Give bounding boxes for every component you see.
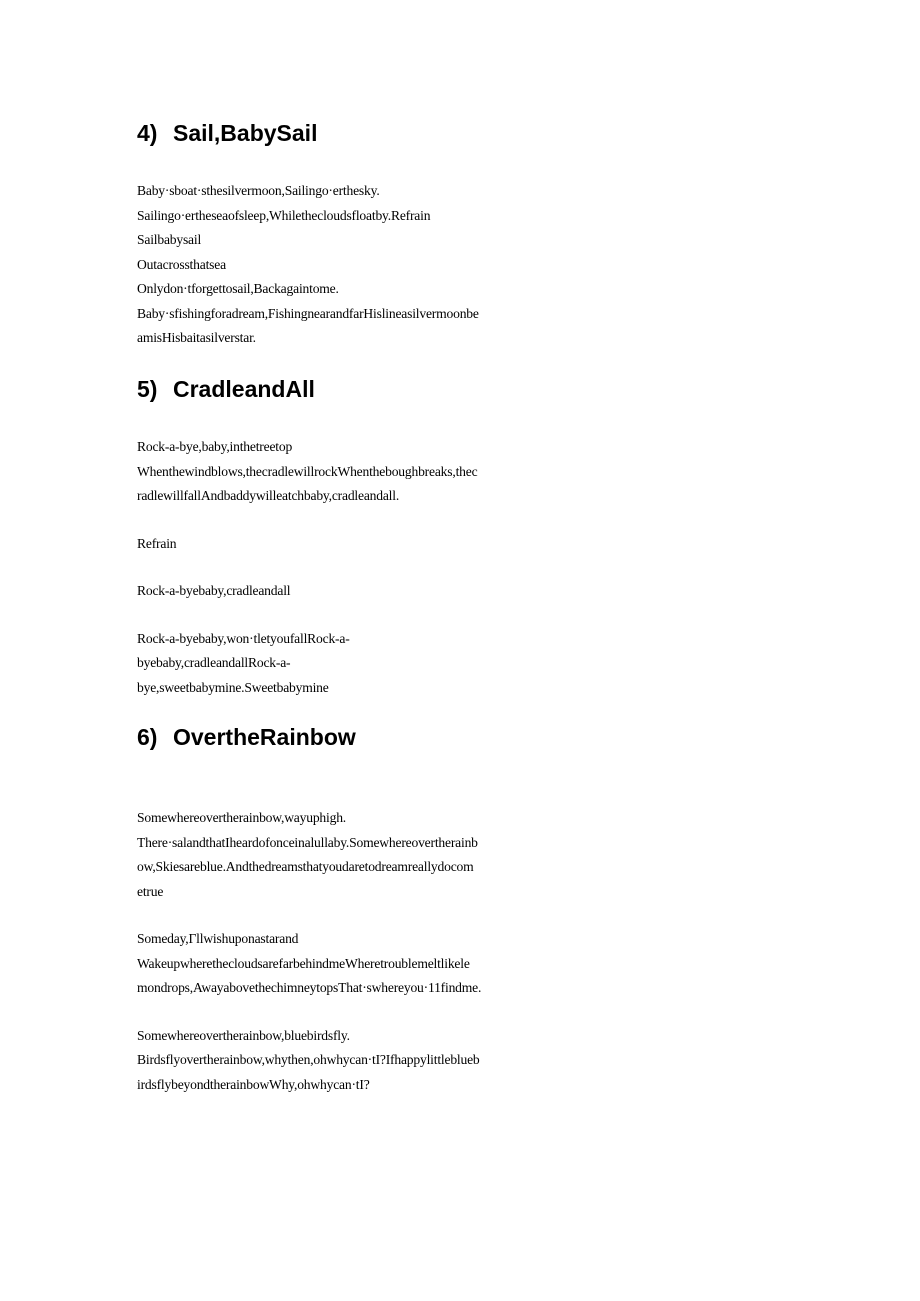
lyric-line: etrue — [137, 883, 164, 899]
lyric-line: amisHisbaitasilverstar. — [137, 330, 256, 345]
lyric-line: ow,Skiesareblue.Andthedreamsthatyoudaretodreamreallydocom — [137, 859, 474, 874]
section-title: OvertheRainbow — [173, 724, 356, 750]
blank-line — [137, 904, 557, 927]
section-title: Sail,BabySail — [173, 120, 318, 146]
lyric-line: Someday,Γllwishuponastarand — [137, 931, 299, 946]
lyric-line: bye,sweetbabymine.Sweetbabymine — [137, 679, 329, 695]
lyric-line: Somewhereovertherainbow,bluebirdsfly. — [137, 1027, 350, 1043]
lyric-line: Rock-a-byebaby,cradleandall — [137, 583, 291, 598]
section-heading — [137, 723, 557, 751]
section-number: 6) — [137, 724, 158, 750]
lyric-line: byebaby,cradleandallRock-a- — [137, 655, 291, 670]
lyric-line: Outacrossthatsea — [137, 256, 226, 272]
lyric-line: Rock-a-byebaby,won·tletyoufallRock-a- — [137, 630, 350, 646]
lyric-line: radlewillfallAndbaddywilleatchbaby,cradleandall. — [137, 488, 400, 503]
lyric-line: Birdsflyovertherainbow,whythen,ohwhycan·tI?Ifhappylittleblueb — [137, 1052, 480, 1067]
lyric-line: mondrops,AwayabovethechimneytopsThat·swhereyou·11findme. — [137, 980, 482, 995]
lyric-line: There·salandthatIheardofonceinalullaby.Somewhereovertherainb — [137, 834, 478, 850]
blank-line — [137, 509, 557, 532]
section-number: 5) — [137, 376, 158, 402]
lyric-line: Somewhereovertherainbow,wayuphigh. — [137, 810, 347, 825]
lyric-line: Baby·sboat·sthesilvermoon,Sailingo·erthesky. — [137, 183, 380, 198]
lyric-line: WakeupwherethecloudsarefarbehindmeWheretroublemeltlikele — [137, 955, 470, 971]
blank-line — [137, 604, 557, 627]
blank-line — [137, 556, 557, 579]
lyric-line: Whenthewindblows,thecradlewillrockWhentheboughbreaks,thec — [137, 463, 478, 479]
lyric-line: Baby·sfishingforadream,FishingnearandfarHislineasilvermoonbe — [137, 305, 479, 321]
section-title: CradleandAll — [173, 376, 315, 402]
blank-line — [137, 1001, 557, 1024]
lyric-line: Sailbabysail — [137, 232, 202, 247]
section-cradle-and-all — [137, 375, 557, 700]
section-heading — [137, 375, 557, 403]
section-sail-baby-sail — [137, 119, 557, 351]
section-over-the-rainbow — [137, 723, 557, 1097]
lyric-line: Onlydon·tforgettosail,Backagaintome. — [137, 281, 339, 296]
lyric-line: irdsflybeyondtherainbowWhy,ohwhycan·tI? — [137, 1076, 370, 1092]
lyric-line: Refrain — [137, 535, 177, 551]
section-number: 4) — [137, 120, 158, 146]
section-heading — [137, 119, 557, 147]
lyric-line: Sailingo·ertheseaofsleep,Whilethecloudsfloatby.Refrain — [137, 207, 431, 223]
lyric-line: Rock-a-bye,baby,inthetreetop — [137, 439, 293, 454]
